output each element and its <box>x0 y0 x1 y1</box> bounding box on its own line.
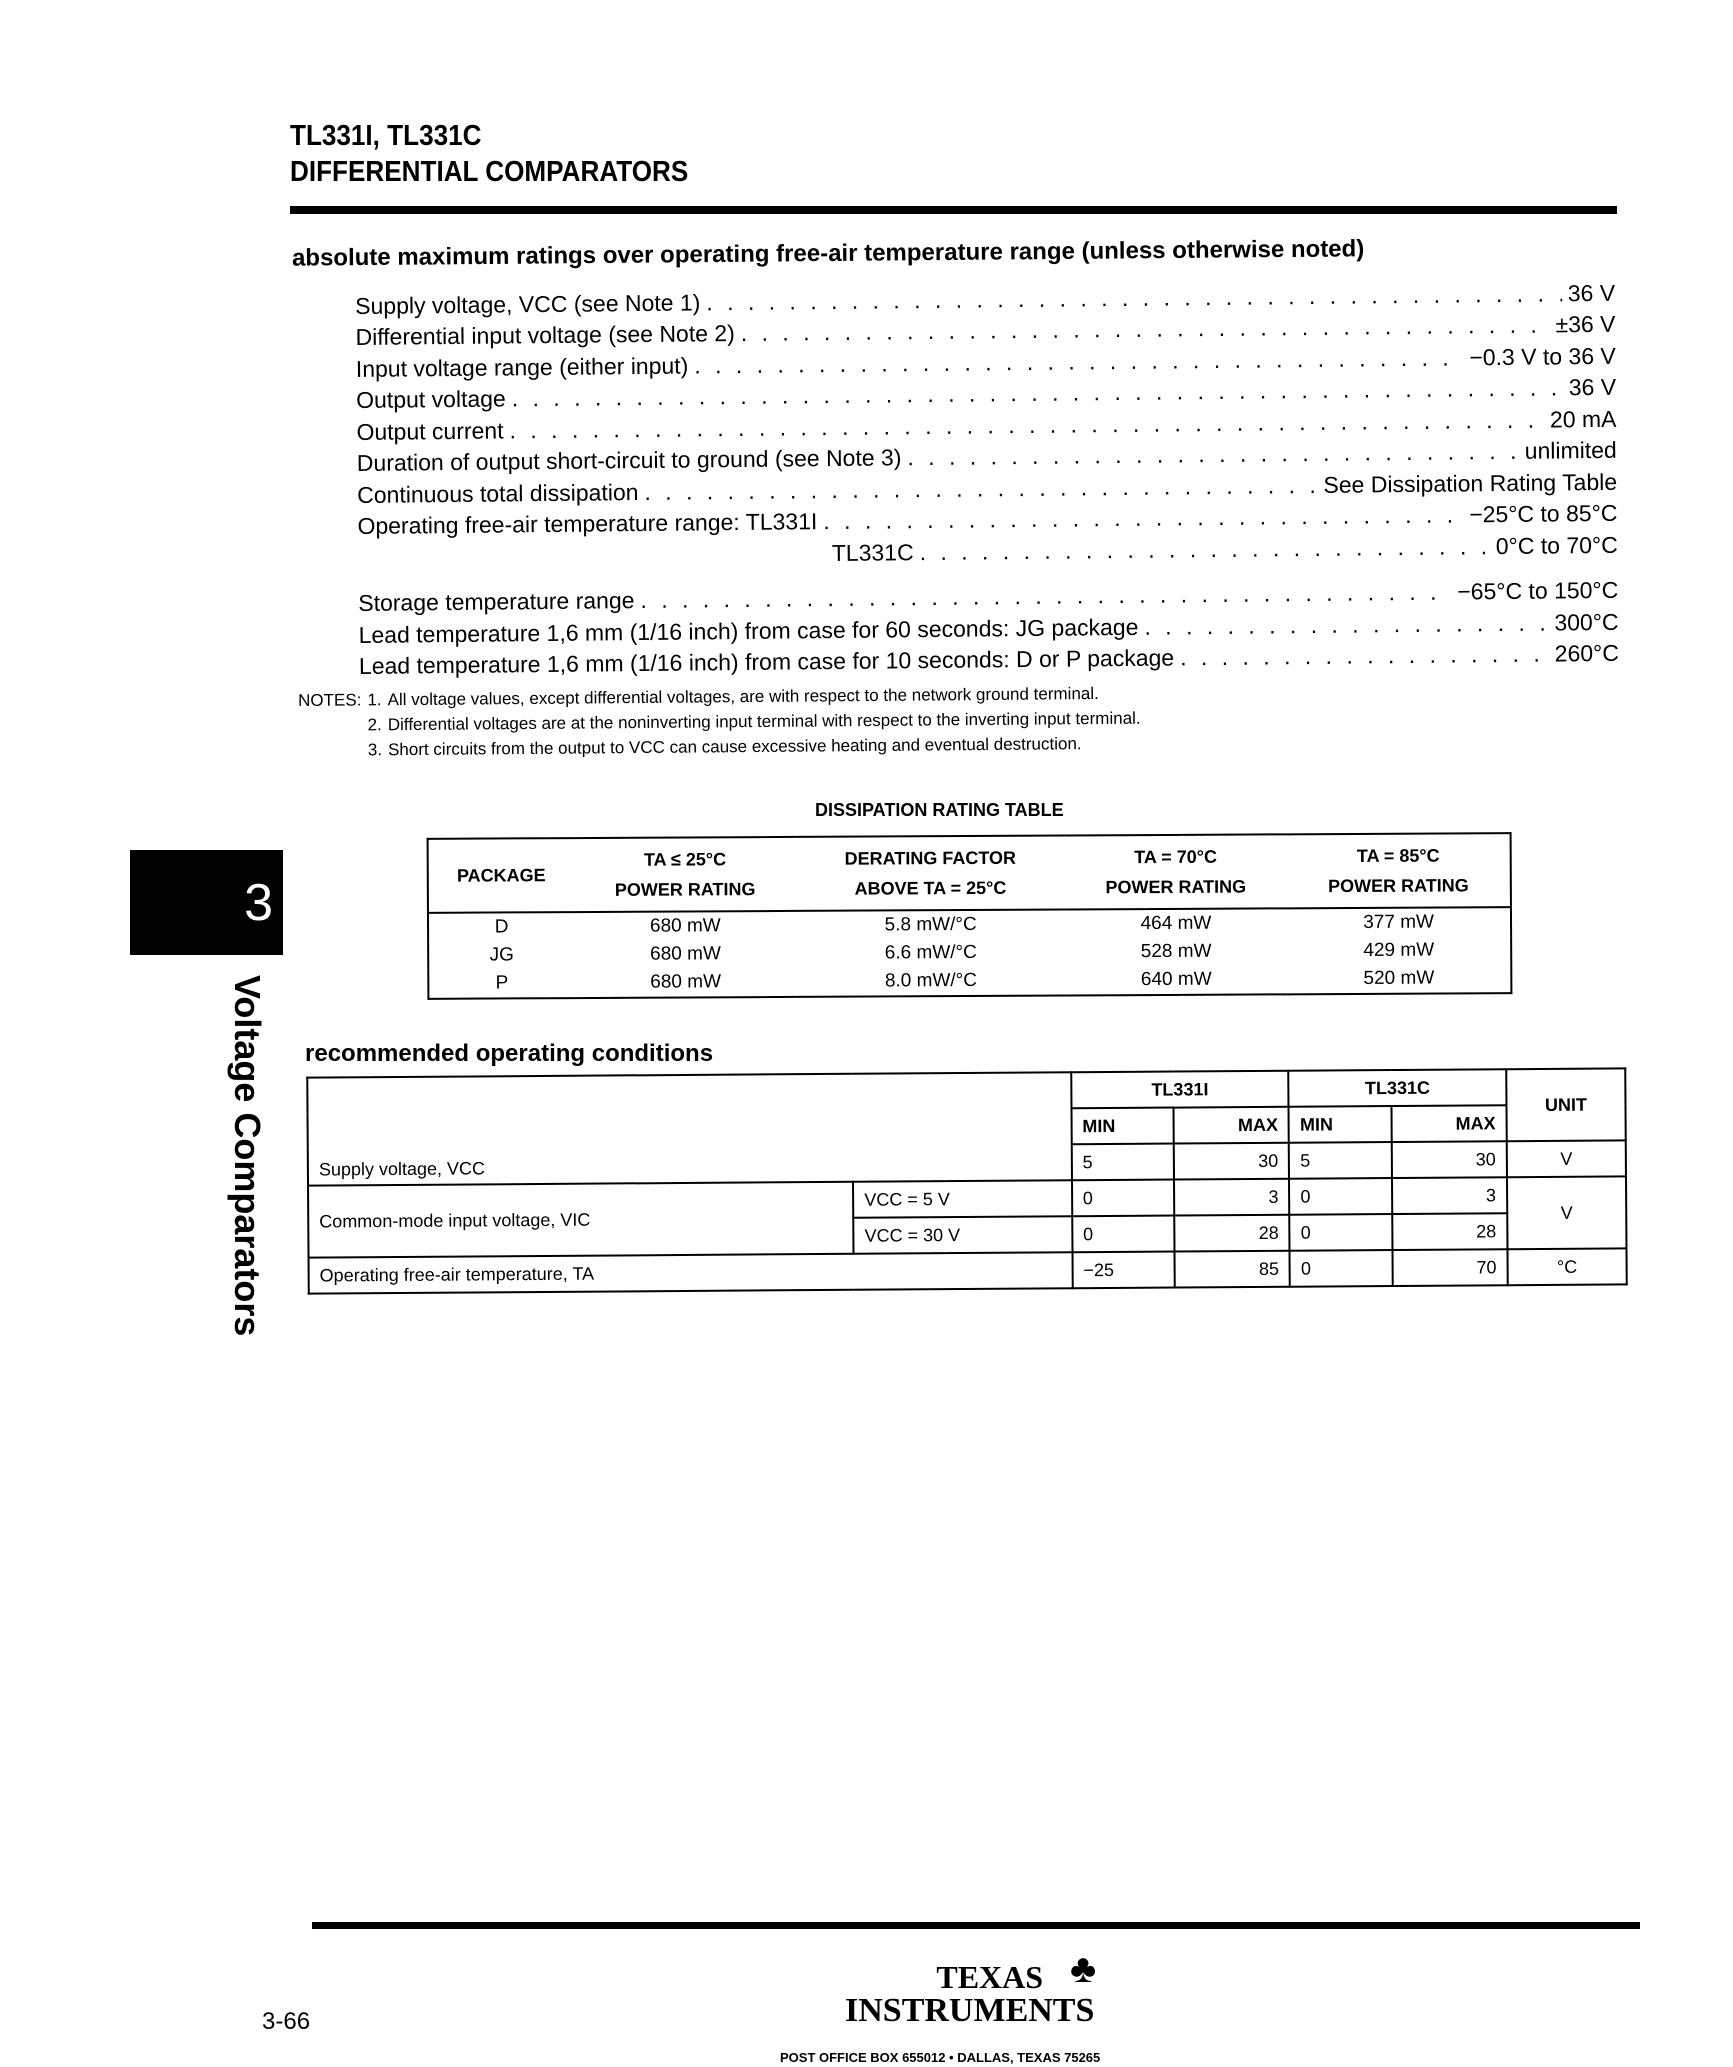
rating-value: 36 V <box>1568 373 1617 401</box>
recommended-heading: recommended operating conditions <box>305 1040 714 1067</box>
col-max: MAX <box>1174 1107 1290 1144</box>
condition: VCC = 5 V <box>853 1180 1072 1218</box>
col-ta85 <box>1287 833 1511 908</box>
cell: 0 <box>1072 1180 1175 1217</box>
rating-label: Operating free-air temperature range: TL331I <box>357 508 818 539</box>
rating-value: ±36 V <box>1555 310 1616 338</box>
col-ta25 <box>574 837 797 912</box>
notes <box>298 681 1147 763</box>
cell: 0 <box>1289 1178 1392 1215</box>
table-cell: P <box>495 972 509 994</box>
note-text: Short circuits from the output to VCC can cause excessive heating and eventual destruction. <box>387 734 1082 760</box>
col-unit: UNIT <box>1506 1068 1626 1141</box>
col-tl331c: TL331C <box>1289 1069 1507 1107</box>
header-line: POWER RATING <box>1328 875 1469 897</box>
col-min: MIN <box>1289 1106 1392 1143</box>
cell: 28 <box>1392 1213 1508 1250</box>
rating-value: −25°C to 85°C <box>1469 499 1618 528</box>
rating-value: −0.3 V to 36 V <box>1469 342 1616 370</box>
condition: VCC = 30 V <box>853 1216 1072 1254</box>
cell: 70 <box>1392 1249 1508 1286</box>
col-ta70 <box>1064 834 1287 909</box>
dissipation-table-title: DISSIPATION RATING TABLE <box>815 800 1064 820</box>
note-number: 3. <box>367 740 383 760</box>
row-label: Supply voltage, VCC <box>308 1144 1072 1185</box>
table-cell: 680 mW <box>650 971 722 993</box>
part-numbers: TL331I, TL331C <box>290 120 482 152</box>
rating-value: 36 V <box>1567 279 1616 306</box>
note-number: 1. <box>367 690 382 710</box>
rating-label: Storage temperature range <box>358 587 635 616</box>
rating-label: Input voltage range (either input) <box>355 352 689 382</box>
cell: 3 <box>1174 1179 1290 1216</box>
page-number: 3-66 <box>262 2008 311 2035</box>
header-line: POWER RATING <box>614 879 756 900</box>
table-cell: JG <box>489 944 514 966</box>
rating-label: Supply voltage, VCC (see Note 1) <box>355 288 701 319</box>
row-label: Common-mode input voltage, VIC <box>308 1182 854 1258</box>
page-header <box>290 118 688 190</box>
col-derating <box>796 836 1065 911</box>
rating-value: unlimited <box>1524 436 1617 464</box>
rating-label: Duration of output short-circuit to ground (see Note 3) <box>356 444 902 476</box>
note-text: Differential voltages are at the noninverting input terminal with respect to the inverting input terminal. <box>387 708 1141 735</box>
table-cell: 680 mW <box>650 943 721 965</box>
header-line: ABOVE TA = 25°C <box>854 877 1007 899</box>
rating-label: Differential input voltage (see Note 2) <box>355 320 735 350</box>
col-max: MAX <box>1391 1105 1507 1142</box>
table-cell: 5.8 mW/°C <box>884 913 977 936</box>
dissipation-table <box>427 832 1513 1000</box>
table-cell: 680 mW <box>649 915 721 937</box>
table-header-row <box>428 833 1511 913</box>
rating-label: Output current <box>356 416 504 445</box>
rating-value: 300°C <box>1554 608 1619 635</box>
cell: 0 <box>1290 1250 1393 1287</box>
cell: 0 <box>1290 1214 1393 1251</box>
rating-value: 260°C <box>1554 639 1620 667</box>
rating-label: Lead temperature 1,6 mm (1/16 inch) from case for 10 seconds: D or P package <box>358 644 1175 679</box>
cell: 0 <box>1072 1216 1175 1253</box>
header-line: POWER RATING <box>1105 876 1247 898</box>
table-cell: 8.0 mW/°C <box>884 969 978 992</box>
logo-line1: TEXAS <box>936 1959 1044 1995</box>
cell: 30 <box>1391 1141 1507 1178</box>
table-cell: 377 mW <box>1363 911 1435 933</box>
rating-label: Continuous total dissipation <box>357 478 639 508</box>
cell: 5 <box>1072 1144 1175 1181</box>
bottom-rule <box>312 1922 1640 1929</box>
ti-state-icon: ♣ <box>1070 1946 1097 1991</box>
rating-label: Lead temperature 1,6 mm (1/16 inch) from case for 60 seconds: JG package <box>358 613 1139 648</box>
table-row <box>428 964 1511 999</box>
table-cell: 640 mW <box>1140 968 1212 991</box>
doc-title: DIFFERENTIAL COMPARATORS <box>290 156 689 188</box>
header-line: TA ≤ 25°C <box>643 849 727 870</box>
cell: 30 <box>1174 1143 1290 1180</box>
top-rule <box>290 206 1617 214</box>
ti-logo <box>845 1946 1097 2029</box>
header-line: DERATING FACTOR <box>844 847 1017 869</box>
rating-label: Output voltage <box>356 385 506 413</box>
rating-value: 0°C to 70°C <box>1495 531 1618 559</box>
cell: −25 <box>1072 1252 1175 1289</box>
note-number: 2. <box>367 715 382 735</box>
cell: 3 <box>1392 1177 1508 1214</box>
leader-dots <box>919 533 1489 566</box>
section-tab <box>130 850 283 955</box>
col-min: MIN <box>1071 1108 1174 1145</box>
abs-max-heading: absolute maximum ratings over operating free-air temperature range (unless otherwise noted) <box>291 235 1365 272</box>
abs-max-list <box>355 275 1619 680</box>
section-label: Voltage Comparators <box>227 975 268 1337</box>
cell: 85 <box>1175 1251 1291 1288</box>
table-cell: D <box>494 916 509 938</box>
rating-value: −65°C to 150°C <box>1457 576 1619 605</box>
rating-value: See Dissipation Rating Table <box>1323 468 1618 498</box>
cell: 28 <box>1174 1215 1290 1252</box>
leader-dots <box>1144 609 1548 640</box>
unit-cell: V <box>1507 1140 1626 1177</box>
table-cell: 528 mW <box>1140 940 1212 963</box>
header-line: TA = 70°C <box>1134 846 1218 868</box>
rating-value: 20 mA <box>1549 405 1617 432</box>
table-cell: 429 mW <box>1363 939 1435 961</box>
note-text: All voltage values, except differential voltages, are with respect to the network ground terminal. <box>387 684 1099 710</box>
table-cell: 6.6 mW/°C <box>884 941 977 964</box>
col-tl331i: TL331I <box>1071 1071 1289 1109</box>
row-label: Operating free-air temperature, TA <box>309 1252 1073 1293</box>
logo-line2: INSTRUMENTS <box>845 1992 1095 2029</box>
unit-cell: V <box>1507 1176 1627 1249</box>
section-number: 3 <box>244 873 273 932</box>
leader-dots <box>1180 641 1549 672</box>
footer-address: POST OFFICE BOX 655012 • DALLAS, TEXAS 75265 <box>780 2050 1101 2065</box>
rating-label: TL331C <box>831 538 914 566</box>
notes-label: NOTES: <box>298 690 362 710</box>
table-cell: 464 mW <box>1140 912 1212 935</box>
table-cell: 520 mW <box>1363 967 1435 989</box>
col-package: PACKAGE <box>428 838 574 913</box>
recommended-table <box>306 1067 1627 1294</box>
cell: 5 <box>1289 1142 1392 1179</box>
header-line: TA = 85°C <box>1356 845 1440 866</box>
unit-cell: °C <box>1507 1248 1626 1285</box>
